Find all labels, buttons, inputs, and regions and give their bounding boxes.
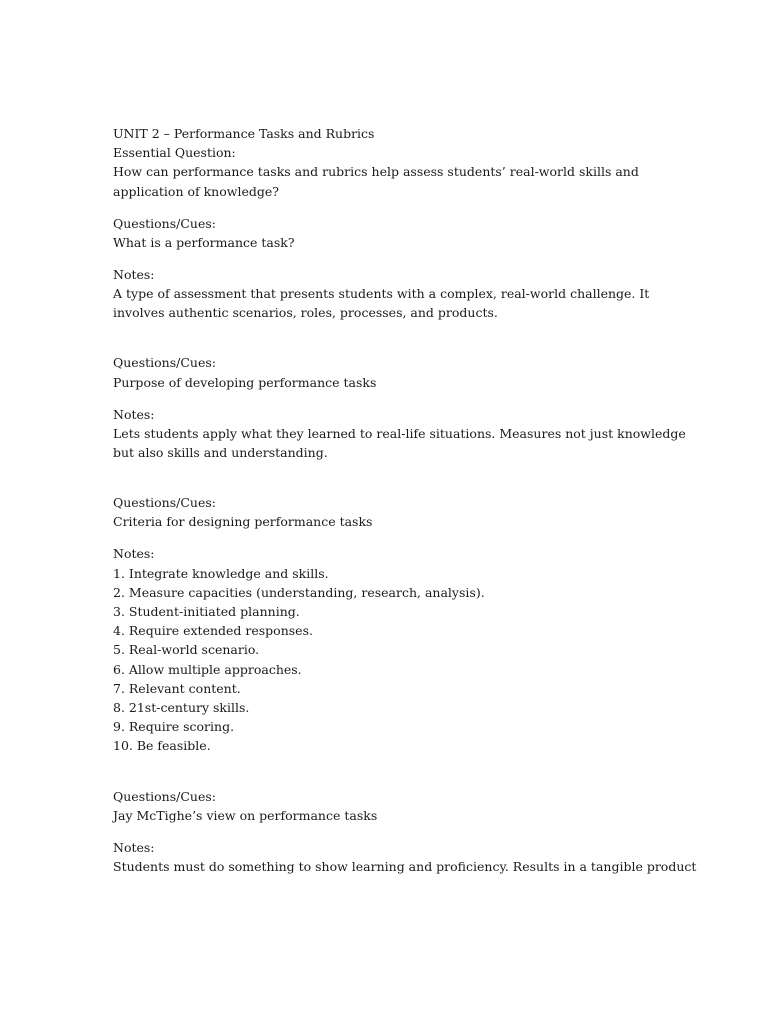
- notes-line: Students must do something to show learning and proficiency. Results in a tangible product: [113, 859, 697, 875]
- notes-label: Notes:: [113, 839, 155, 855]
- list-item: 7. Relevant content.: [113, 680, 241, 696]
- list-item: 1. Integrate knowledge and skills.: [113, 565, 329, 581]
- cue-block-2: [113, 353, 673, 391]
- cue-text: Purpose of developing performance tasks: [113, 374, 377, 390]
- section-spacer: [113, 462, 673, 493]
- cue-label: Questions/Cues:: [113, 495, 216, 511]
- notes-block-3: [113, 544, 673, 755]
- section-spacer: [113, 756, 673, 787]
- notes-label: Notes:: [113, 546, 155, 562]
- essential-question-label: Essential Question:: [113, 145, 236, 161]
- notes-line: but also skills and understanding.: [113, 445, 328, 461]
- cue-block-4: [113, 787, 673, 825]
- cue-label: Questions/Cues:: [113, 355, 216, 371]
- cue-text: What is a performance task?: [113, 234, 295, 250]
- essential-question-line: How can performance tasks and rubrics help assess students’ real-world skills and: [113, 164, 639, 180]
- cue-block-3: [113, 493, 673, 531]
- cue-label: Questions/Cues:: [113, 788, 216, 804]
- list-item: 9. Require scoring.: [113, 719, 235, 735]
- list-item: 4. Require extended responses.: [113, 623, 313, 639]
- notes-block-4: [113, 838, 697, 876]
- document-page: [113, 124, 697, 876]
- cue-label: Questions/Cues:: [113, 215, 216, 231]
- notes-label: Notes:: [113, 406, 155, 422]
- criteria-list: [113, 564, 673, 756]
- list-item: 6. Allow multiple approaches.: [113, 661, 302, 677]
- notes-block-1: [113, 265, 673, 323]
- list-item: 8. 21st-century skills.: [113, 700, 250, 716]
- list-item: 10. Be feasible.: [113, 738, 211, 754]
- document-title: UNIT 2 – Performance Tasks and Rubrics: [113, 126, 375, 141]
- notes-block-2: [113, 405, 686, 463]
- cue-text: Jay McTighe’s view on performance tasks: [113, 807, 378, 823]
- notes-line: Lets students apply what they learned to real-life situations. Measures not just knowledge: [113, 425, 686, 441]
- cue-block-1: [113, 214, 673, 252]
- section-spacer: [113, 322, 673, 353]
- list-item: 2. Measure capacities (understanding, research, analysis).: [113, 584, 485, 600]
- notes-label: Notes:: [113, 266, 155, 282]
- list-item: 5. Real-world scenario.: [113, 642, 260, 658]
- list-item: 3. Student-initiated planning.: [113, 604, 300, 620]
- essential-question-text: [113, 162, 673, 200]
- notes-line: involves authentic scenarios, roles, processes, and products.: [113, 305, 498, 321]
- essential-question-line: application of knowledge?: [113, 183, 279, 199]
- notes-line: A type of assessment that presents students with a complex, real-world challenge. It: [113, 286, 650, 302]
- cue-text: Criteria for designing performance tasks: [113, 514, 373, 530]
